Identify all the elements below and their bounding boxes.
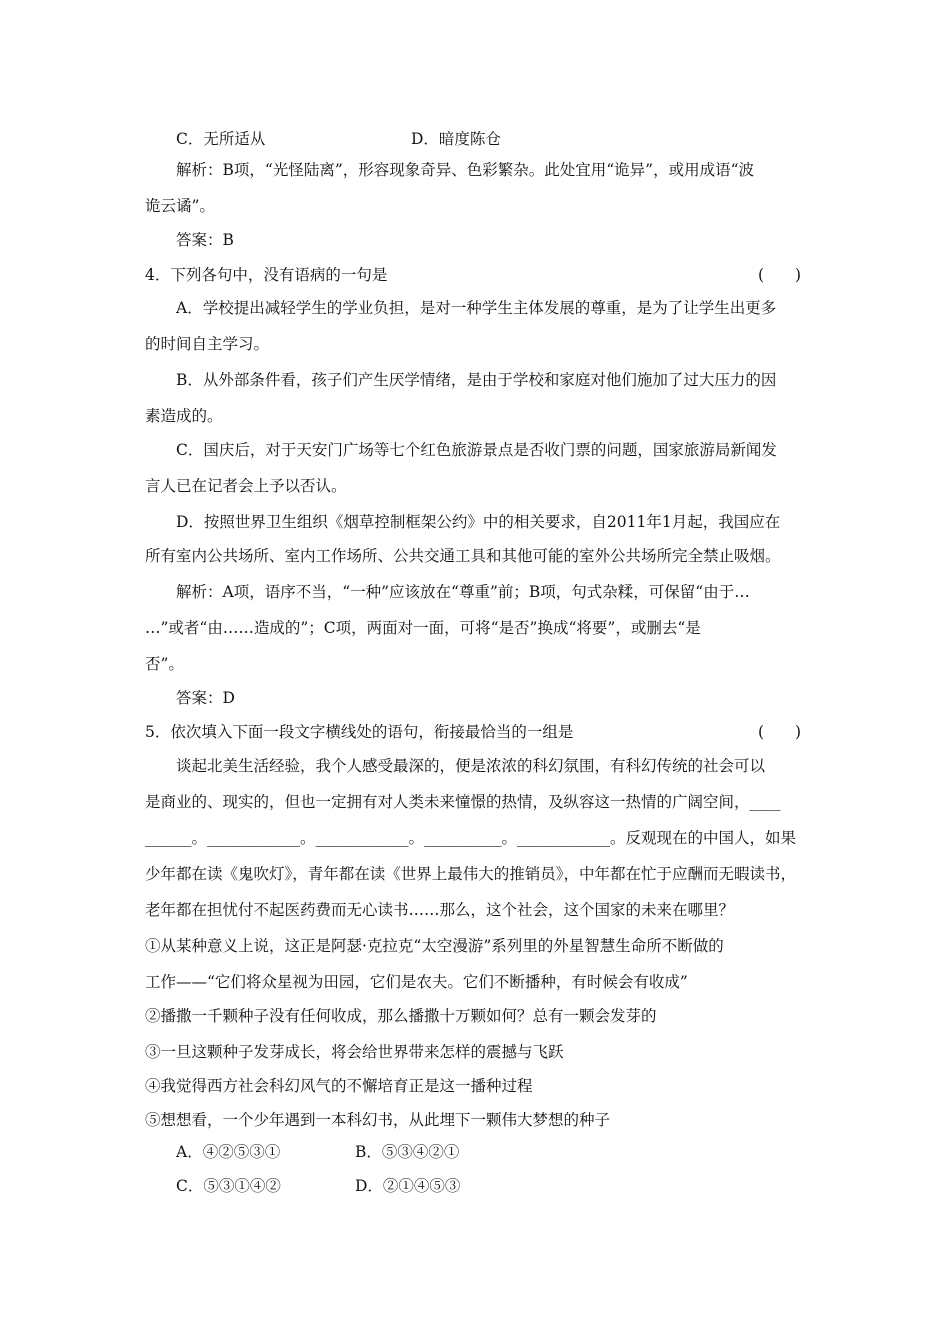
q3-analysis-line-1: 解析：B项，“光怪陆离”，形容现象奇异、色彩繁杂。此处宜用“诡异”，或用成语“波 <box>176 161 755 179</box>
q5-item-5: ⑤想想看，一个少年遇到一本科幻书，从此埋下一颗伟大梦想的种子 <box>145 1111 611 1129</box>
q5-option-d: D．②①④⑤③ <box>355 1177 461 1195</box>
q3-option-d: D．暗度陈仓 <box>411 130 501 148</box>
q4-option-d-line-1: D．按照世界卫生组织《烟草控制框架公约》中的相关要求，自2011年1月起，我国应在 <box>176 513 781 531</box>
q5-item-2: ②播撒一千颗种子没有任何收成，那么播撒十万颗如何？总有一颗会发芽的 <box>145 1007 657 1025</box>
q4-option-b-line-2: 素造成的。 <box>145 407 223 425</box>
q4-analysis-line-1: 解析：A项，语序不当，“一种”应该放在“尊重”前；B项，句式杂糅，可保留“由于… <box>176 583 750 601</box>
q5-stem: 5．依次填入下面一段文字横线处的语句，衔接最恰当的一组是 <box>145 723 574 741</box>
q5-passage-line-1: 谈起北美生活经验，我个人感受最深的，便是浓浓的科幻氛围，有科幻传统的社会可以 <box>176 757 766 775</box>
q5-item-1-line-1: ①从某种意义上说，这正是阿瑟·克拉克“太空漫游”系列里的外星智慧生命所不断做的 <box>145 937 724 955</box>
q4-option-c-line-2: 言人已在记者会上予以否认。 <box>145 477 347 495</box>
q4-option-a-line-1: A．学校提出减轻学生的学业负担，是对一种学生主体发展的尊重，是为了让学生出更多 <box>176 299 777 317</box>
q5-item-1-line-2: 工作——“它们将众星视为田园，它们是农夫。它们不断播种，有时候会有收成” <box>145 973 688 991</box>
q5-passage-line-4: 少年都在读《鬼吹灯》，青年都在读《世界上最伟大的推销员》，中年都在忙于应酬而无暇读书， <box>145 865 797 883</box>
q4-option-a-line-2: 的时间自主学习。 <box>145 335 270 353</box>
q4-option-b-line-1: B．从外部条件看，孩子们产生厌学情绪，是由于学校和家庭对他们施加了过大压力的因 <box>176 371 777 389</box>
q3-analysis-line-2: 诡云谲”。 <box>145 197 215 215</box>
q5-answer-paren: ( ) <box>758 723 802 741</box>
q5-passage-line-5: 老年都在担忧付不起医药费而无心读书……那么，这个社会，这个国家的未来在哪里？ <box>145 901 735 919</box>
q4-answer-paren: ( ) <box>758 266 802 284</box>
q4-analysis-line-2: …”或者“由……造成的”；C项，两面对一面，可将“是否”换成“将要”，或删去“是 <box>145 619 701 637</box>
q5-item-4: ④我觉得西方社会科幻风气的不懈培育正是这一播种过程 <box>145 1077 533 1095</box>
q4-analysis-line-3: 否”。 <box>145 655 184 673</box>
q5-passage-line-3: ______。____________。____________。__________。____________。反观现在的中国人，如果 <box>145 829 797 847</box>
q4-option-c-line-1: C．国庆后，对于天安门广场等七个红色旅游景点是否收门票的问题，国家旅游局新闻发 <box>176 441 777 459</box>
q4-answer: 答案：D <box>176 689 235 707</box>
q5-option-c: C．⑤③①④② <box>176 1177 281 1195</box>
q3-answer: 答案：B <box>176 231 234 249</box>
q5-item-3: ③一旦这颗种子发芽成长，将会给世界带来怎样的震撼与飞跃 <box>145 1043 564 1061</box>
q4-option-d-line-2: 所有室内公共场所、室内工作场所、公共交通工具和其他可能的室外公共场所完全禁止吸烟。 <box>145 547 781 565</box>
q3-option-c: C．无所适从 <box>176 130 266 148</box>
q5-option-b: B．⑤③④②① <box>355 1143 460 1161</box>
q5-option-a: A．④②⑤③① <box>176 1143 281 1161</box>
q5-passage-line-2: 是商业的、现实的，但也一定拥有对人类未来憧憬的热情，及纵容这一热情的广阔空间，____ <box>145 793 781 811</box>
q4-stem: 4．下列各句中，没有语病的一句是 <box>145 266 388 284</box>
